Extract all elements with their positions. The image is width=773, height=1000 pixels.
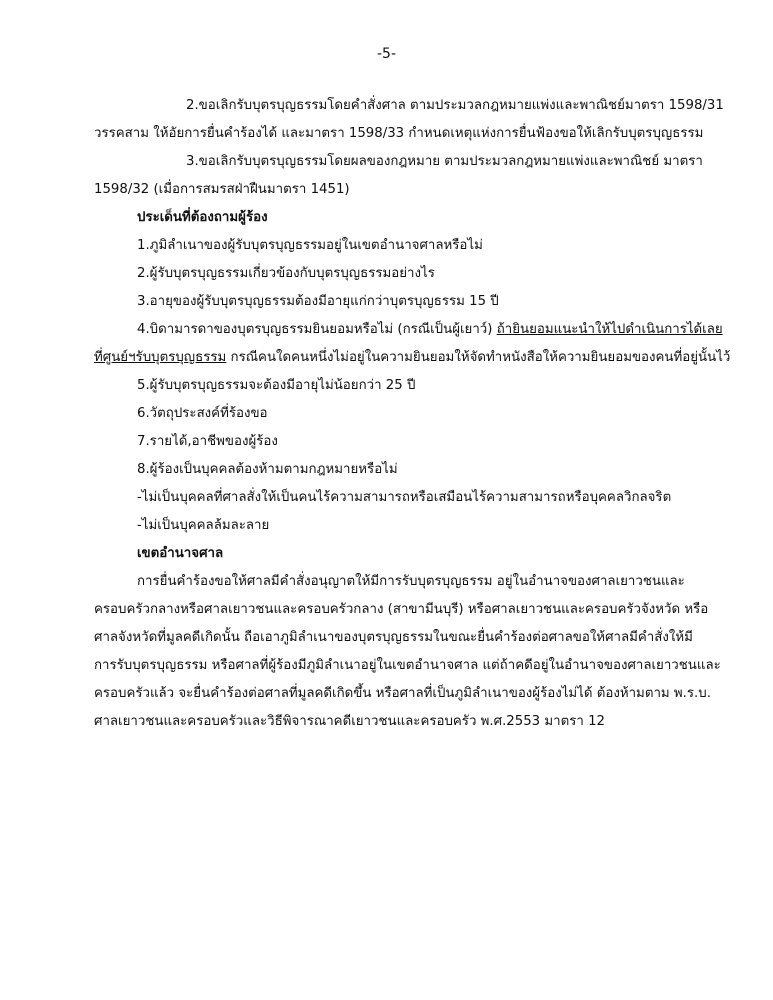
question-4-text: 4.บิดามารดาของบุตรบุญธรรมยินยอมหรือไม่ (กรณีเป็นผู้เยาว์) (137, 322, 497, 337)
question-8-sub-2: -ไม่เป็นบุคคลล้มละลาย (137, 518, 270, 533)
jurisdiction-heading: เขตอำนาจศาล (137, 546, 224, 561)
question-8-sub-1: -ไม่เป็นบุคคลที่ศาลสั่งให้เป็นคนไร้ความสามารถหรือเสมือนไร้ความสามารถหรือบุคคลวิกลจริต (137, 490, 672, 505)
jurisdiction-line-1: การยื่นคำร้องขอให้ศาลมีคำสั่งอนุญาตให้มีการรับบุตรบุญธรรม อยู่ในอำนาจของศาลเยาวชนและ (137, 574, 685, 589)
page-number: -5- (376, 46, 396, 62)
jurisdiction-line-6: ศาลเยาวชนและครอบครัวและวิธีพิจารณาคดีเยาวชนและครอบครัว พ.ศ.2553 มาตรา 12 (94, 714, 605, 729)
questions-heading: ประเด็นที่ต้องถามผู้ร้อง (137, 210, 268, 225)
question-2: 2.ผู้รับบุตรบุญธรรมเกี่ยวข้องกับบุตรบุญธรรมอย่างไร (137, 266, 435, 281)
question-4-underlined-advice: ถ้ายินยอมแนะนำให้ไปดำเนินการได้เลย (496, 322, 723, 337)
jurisdiction-line-2: ครอบครัวกลางหรือศาลเยาวชนและครอบครัวกลาง (สาขามีนบุรี) หรือศาลเยาวชนและครอบครัวจังหวัด หรือ (94, 602, 709, 617)
question-7: 7.รายได้,อาชีพของผู้ร้อง (137, 434, 278, 449)
question-4-consent-text: กรณีคนใดคนหนึ่งไม่อยู่ในความยินยอมให้จัดทำหนังสือให้ความยินยอมของคนที่อยู่นั้นไว้ (226, 350, 731, 365)
question-3: 3.อายุของผู้รับบุตรบุญธรรมต้องมีอายุแก่กว่าบุตรบุญธรรม 15 ปี (137, 294, 499, 309)
question-4-line-1 (137, 320, 723, 340)
question-6: 6.วัตถุประสงค์ที่ร้องขอ (137, 406, 268, 421)
question-8: 8.ผู้ร้องเป็นบุคคลต้องห้ามตามกฎหมายหรือไม่ (137, 462, 398, 477)
jurisdiction-line-5: ครอบครัวแล้ว จะยื่นคำร้องต่อศาลที่มูลคดีเกิดขึ้น หรือศาลที่เป็นภูมิลำเนาของผู้ร้องไม่ได้ ต้องห้ามตาม พ.ร.บ. (94, 686, 711, 701)
item-2-line-1: 2.ขอเลิกรับบุตรบุญธรรมโดยคำสั่งศาล ตามประมวลกฎหมายแพ่งและพาณิชย์มาตรา 1598/31 (186, 98, 724, 113)
question-4-underlined-center: ที่ศูนย์ฯรับบุตรบุญธรรม (94, 350, 227, 365)
item-3-line-2: 1598/32 (เมื่อการสมรสฝ่าฝืนมาตรา 1451) (94, 182, 350, 197)
question-1: 1.ภูมิลำเนาของผู้รับบุตรบุญธรรมอยู่ในเขตอำนาจศาลหรือไม่ (137, 238, 483, 253)
jurisdiction-line-3: ศาลจังหวัดที่มูลคดีเกิดนั้น ถือเอาภูมิลำเนาของบุตรบุญธรรมในขณะยื่นคำร้องต่อศาลขอให้ศาลมีคำสั่งให้มี (94, 630, 693, 645)
jurisdiction-line-4: การรับบุตรบุญธรรม หรือศาลที่ผู้ร้องมีภูมิลำเนาอยู่ในเขตอำนาจศาล แต่ถ้าคดีอยู่ในอำนาจของศาลเยาวชนและ (94, 658, 721, 673)
question-5: 5.ผู้รับบุตรบุญธรรมจะต้องมีอายุไม่น้อยกว่า 25 ปี (137, 378, 416, 393)
question-4-line-2 (94, 348, 730, 368)
item-3-line-1: 3.ขอเลิกรับบุตรบุญธรรมโดยผลของกฎหมาย ตามประมวลกฎหมายแพ่งและพาณิชย์ มาตรา (186, 154, 703, 169)
item-2-line-2: วรรคสาม ให้อัยการยื่นคำร้องได้ และมาตรา 1598/33 กำหนดเหตุแห่งการยื่นฟ้องขอให้เลิกรับบุตรบุญธรรม (94, 126, 704, 141)
